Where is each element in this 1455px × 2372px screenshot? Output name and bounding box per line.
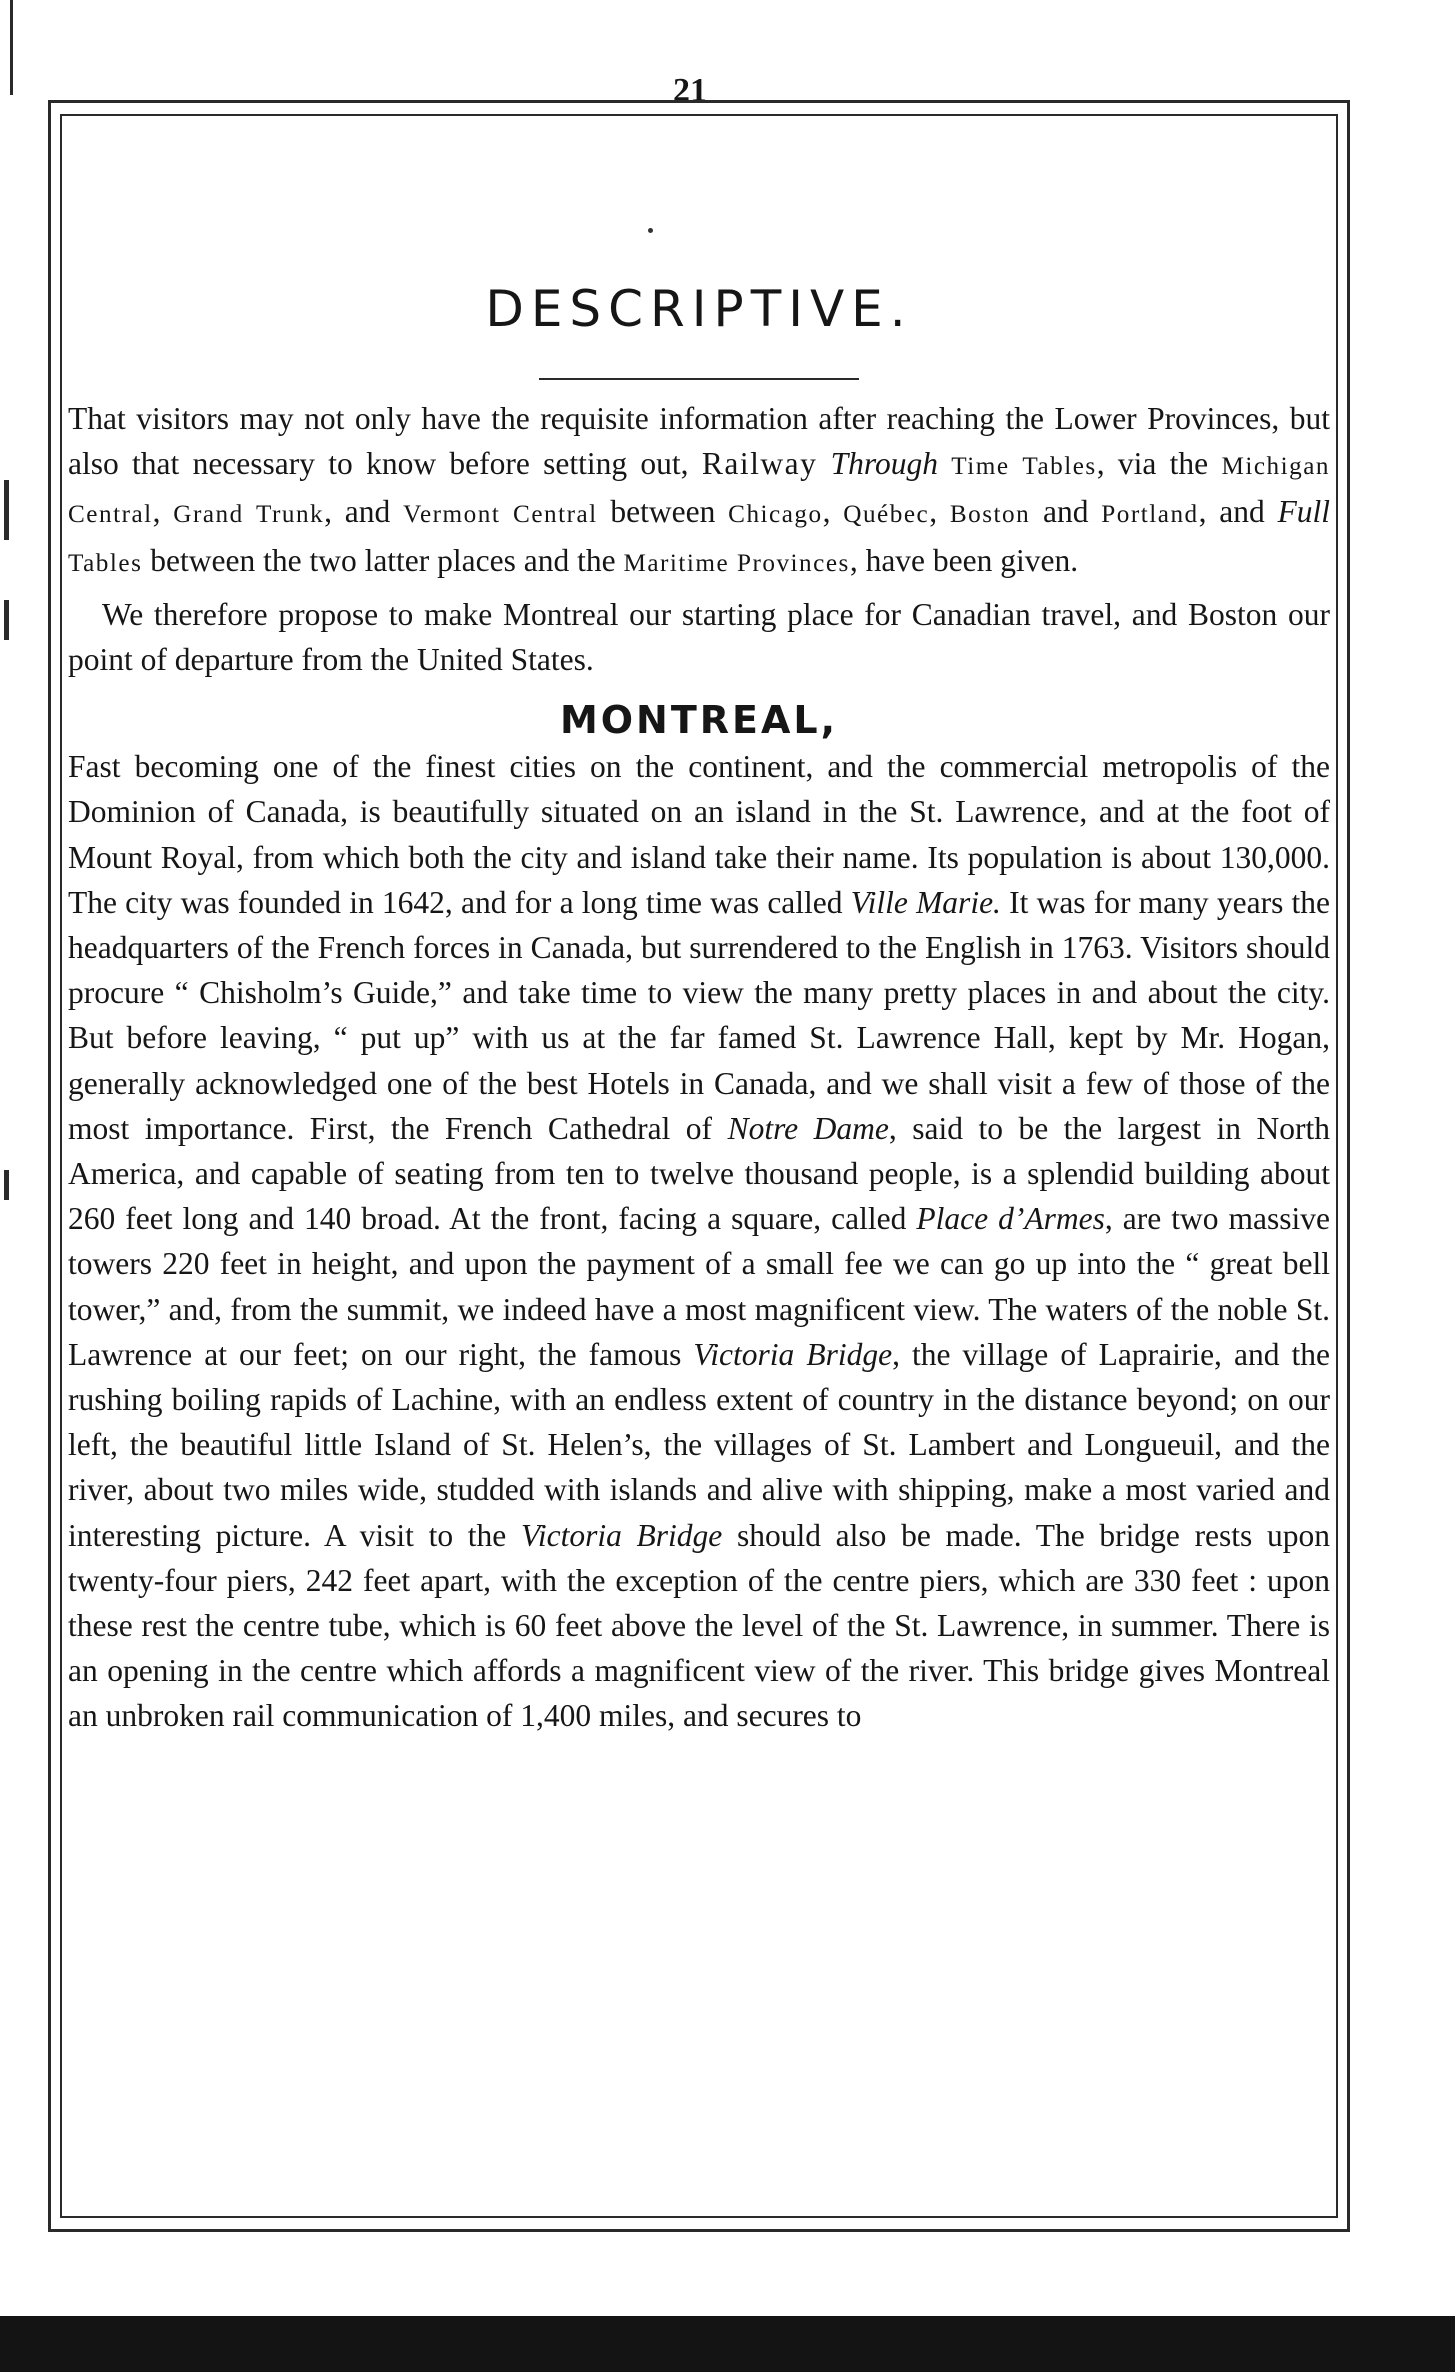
text-run: That visitors may not only have the requisite information after reaching the Lower Provinces, but also that necessary to know before setting out, bbox=[68, 401, 1330, 482]
text-run: Fast becoming one of the finest cities on the continent, and the commercial metropolis of the Dominion of Canada, is beautifully situated on an island in the St. Lawrence, and at the foot of Mount Royal, from which both the city and island take their name. Its population is about 130,000. The city was founded in 1642, and for a long time was called bbox=[68, 749, 1330, 920]
text-run: between the two latter places and the bbox=[142, 542, 616, 578]
emphasis: Notre Dame bbox=[727, 1110, 889, 1146]
text-run: between bbox=[597, 494, 716, 530]
intro-paragraph-2: We therefore propose to make Montreal our starting place for Canadian travel, and Boston our point of departure from the United States. bbox=[68, 596, 1330, 678]
text-run: , said to be the largest in North America, and capable of seating from ten to twelve thousand people, is a splendid building about 260 feet long and 140 broad. At the front, facing a square, called bbox=[68, 1110, 1331, 1237]
emphasis: Full bbox=[1277, 494, 1331, 530]
city-name: Québec bbox=[843, 501, 930, 529]
railroad-name: Vermont Central bbox=[403, 501, 598, 529]
montreal-paragraph bbox=[68, 744, 1330, 1738]
text-run: , and bbox=[324, 494, 391, 530]
emphasis: Victoria Bridge bbox=[520, 1517, 723, 1553]
railroad-name: Grand Trunk bbox=[173, 501, 325, 529]
text-run: , bbox=[152, 494, 161, 530]
page-content bbox=[68, 250, 1330, 1739]
text-run: , via the bbox=[1096, 446, 1209, 482]
emphasis: Victoria Bridge bbox=[693, 1336, 893, 1372]
city-name: Boston bbox=[949, 501, 1031, 529]
emphasis: Ville Marie. bbox=[850, 884, 1001, 920]
scan-bottom-edge bbox=[0, 2316, 1455, 2372]
text-run: , have been given. bbox=[849, 542, 1079, 578]
page-number: 21 bbox=[673, 72, 707, 109]
text-run: , are two massive towers 220 feet in height, and upon the payment of a small fee we can go up into the “ great bell tower,” and, from the summit, we indeed have a most magnificent view. The waters of the noble St. Lawrence at our feet; on our right, the famous bbox=[68, 1201, 1331, 1372]
page-heading: DESCRIPTIVE. bbox=[485, 280, 913, 338]
railroad-name: Michigan Central bbox=[68, 453, 1330, 529]
binding-mark bbox=[4, 600, 9, 640]
text-run: , bbox=[822, 494, 831, 530]
city-name: Portland bbox=[1101, 501, 1199, 529]
region-name: Maritime Provinces bbox=[623, 549, 850, 577]
ink-speck bbox=[648, 228, 653, 233]
binding-mark bbox=[4, 480, 9, 540]
binding-mark bbox=[4, 1170, 9, 1200]
text-run: , bbox=[929, 494, 938, 530]
railway-name: Railway bbox=[701, 446, 818, 482]
text-run: , and bbox=[1198, 494, 1265, 530]
section-title: MONTREAL, bbox=[559, 698, 839, 743]
intro-paragraph bbox=[68, 396, 1330, 586]
city-name: Chicago bbox=[728, 501, 823, 529]
emphasis: Through bbox=[830, 446, 938, 482]
text-run: should also be made. The bridge rests upon twenty-four piers, 242 feet apart, with the exception of the centre piers, which are 330 feet : upon these rest the centre tube, which is 60 feet above the level of the St. Lawrence, in summer. There is an opening in the centre which affords a magnificent view of the river. This bridge gives Montreal an unbroken rail communication of 1,400 miles, and secures to bbox=[68, 1517, 1330, 1734]
tables-term: Tables bbox=[68, 549, 143, 577]
heading-rule bbox=[539, 378, 859, 380]
emphasis: Place d’Armes bbox=[916, 1201, 1105, 1237]
text-run: and bbox=[1043, 494, 1089, 530]
time-tables-term: Time Tables bbox=[951, 453, 1097, 481]
text-run: It was for many years the headquarters of the French forces in Canada, but surrendered to the English in 1763. Visitors should procure “ Chisholm’s Guide,” and take time to view the many pretty places in and about the city. But before leaving, “ put up” with us at the far famed St. Lawrence Hall, kept by Mr. Hogan, generally acknowledged one of the best Hotels in Canada, and we shall visit a few of those of the most importance. First, the French Cathedral of bbox=[68, 884, 1331, 1146]
text-run: , the village of Laprairie, and the rushing boiling rapids of Lachine, with an endless extent of country in the distance beyond; on our left, the beautiful little Island of St. Helen’s, the villages of St. Lambert and Longueuil, and the river, about two miles wide, studded with islands and alive with shipping, make a most varied and interesting picture. A visit to the bbox=[68, 1336, 1330, 1553]
